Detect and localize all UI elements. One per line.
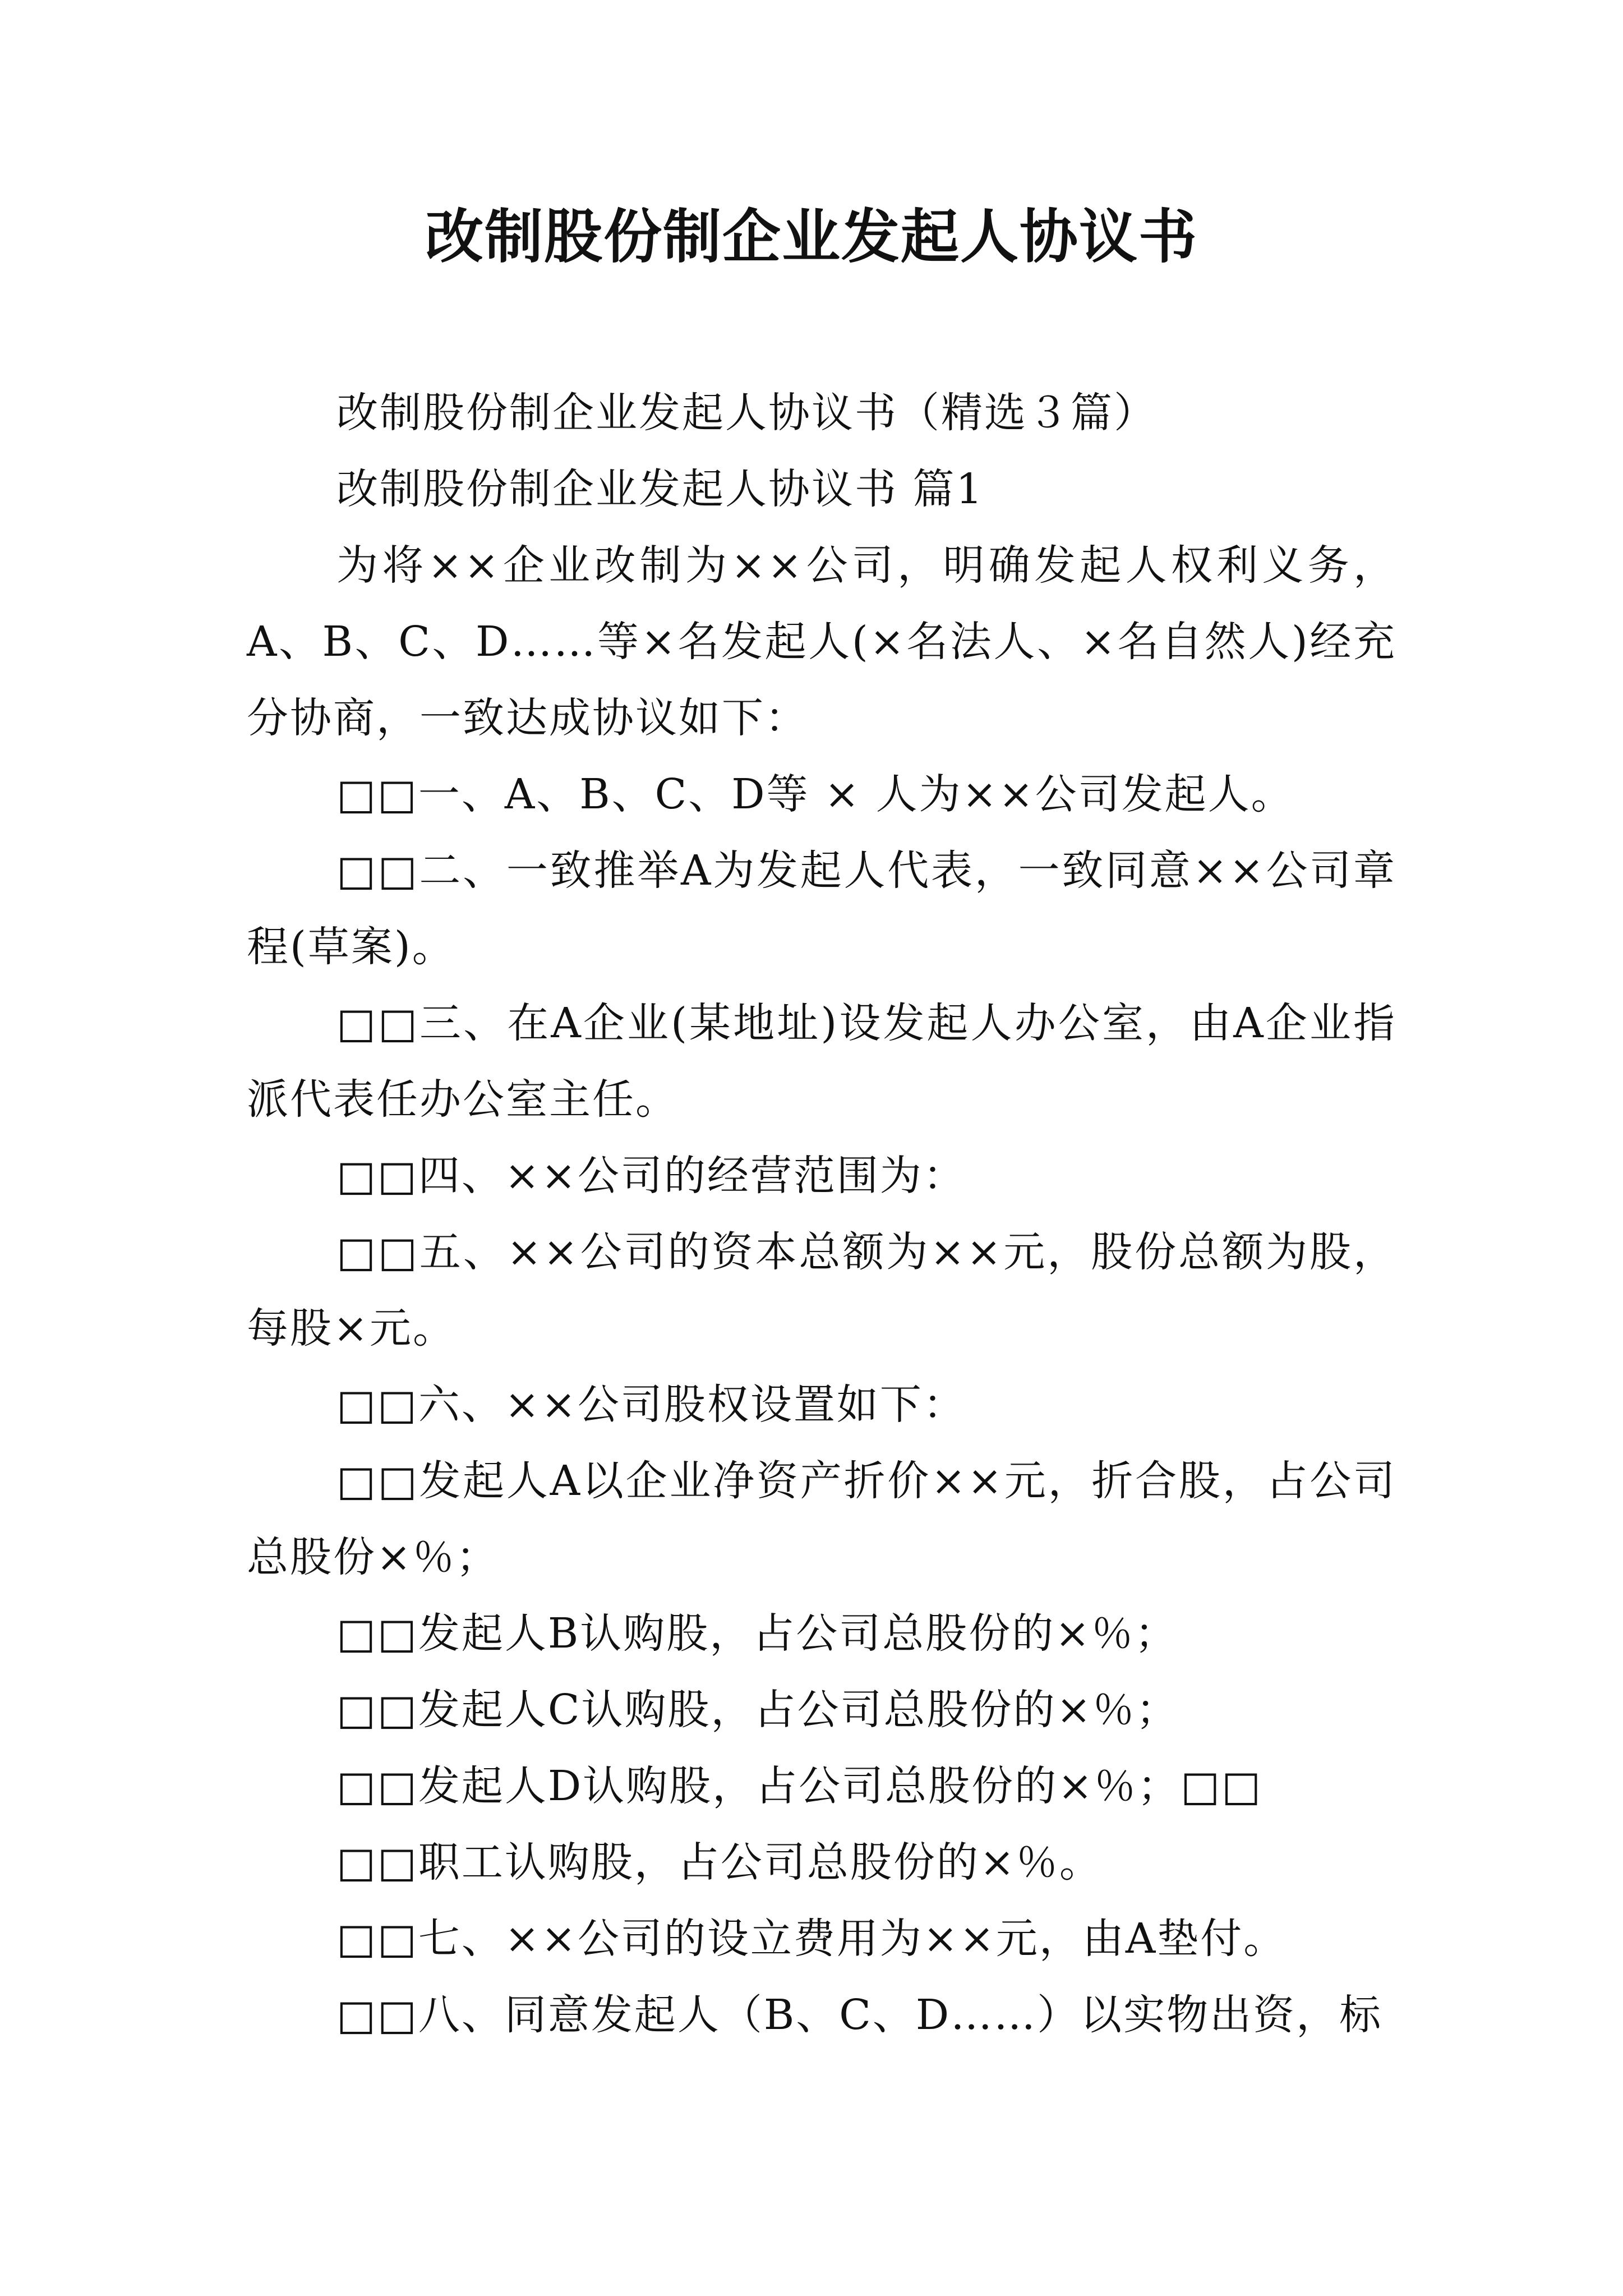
paragraph-shareholding-d: □□发起人D认购股，占公司总股份的×％；□□: [336, 1762, 1262, 1810]
paragraph-shareholding-staff: □□职工认购股，占公司总股份的×％。: [336, 1838, 1103, 1887]
paragraph-clause-4: □□四、××公司的经营范围为：: [336, 1152, 966, 1200]
paragraph-shareholding-a: □□发起人A以企业净资产折价××元，折合股，占公司总股份×％；: [247, 1457, 1396, 1581]
document-body: [247, 375, 1396, 2053]
document-title: 改制股份制企业发起人协议书: [425, 202, 1198, 271]
paragraph-preamble: 为将××企业改制为××公司，明确发起人权利义务，A、B、C、D……等×名发起人(×名法人、×名自然人)经充分协商，一致达成协议如下：: [247, 541, 1396, 742]
paragraph-clause-5: □□五、××公司的资本总额为××元，股份总额为股，每股×元。: [247, 1228, 1396, 1352]
paragraph-shareholding-b: □□发起人B认购股，占公司总股份的×％；: [336, 1609, 1178, 1658]
paragraph-clause-1: □□一、A、B、C、D等 × 人为××公司发起人。: [336, 770, 1294, 818]
paragraph-subtitle: 改制股份制企业发起人协议书（精选３篇）: [336, 389, 1157, 437]
paragraph-section-heading: 改制股份制企业发起人协议书 篇1: [336, 465, 984, 513]
paragraph-clause-8: □□八、同意发起人（B、C、D……）以实物出资，标: [336, 1991, 1383, 2039]
paragraph-clause-3: □□三、在A企业(某地址)设发起人办公室，由A企业指派代表任办公室主任。: [247, 999, 1396, 1124]
paragraph-clause-7: □□七、××公司的设立费用为××元，由A垫付。: [336, 1915, 1287, 1963]
paragraph-clause-6: □□六、××公司股权设置如下：: [336, 1381, 966, 1429]
paragraph-shareholding-c: □□发起人C认购股，占公司总股份的×％；: [336, 1686, 1179, 1734]
paragraph-clause-2: □□二、一致推举A为发起人代表，一致同意××公司章程(草案)。: [247, 846, 1396, 971]
